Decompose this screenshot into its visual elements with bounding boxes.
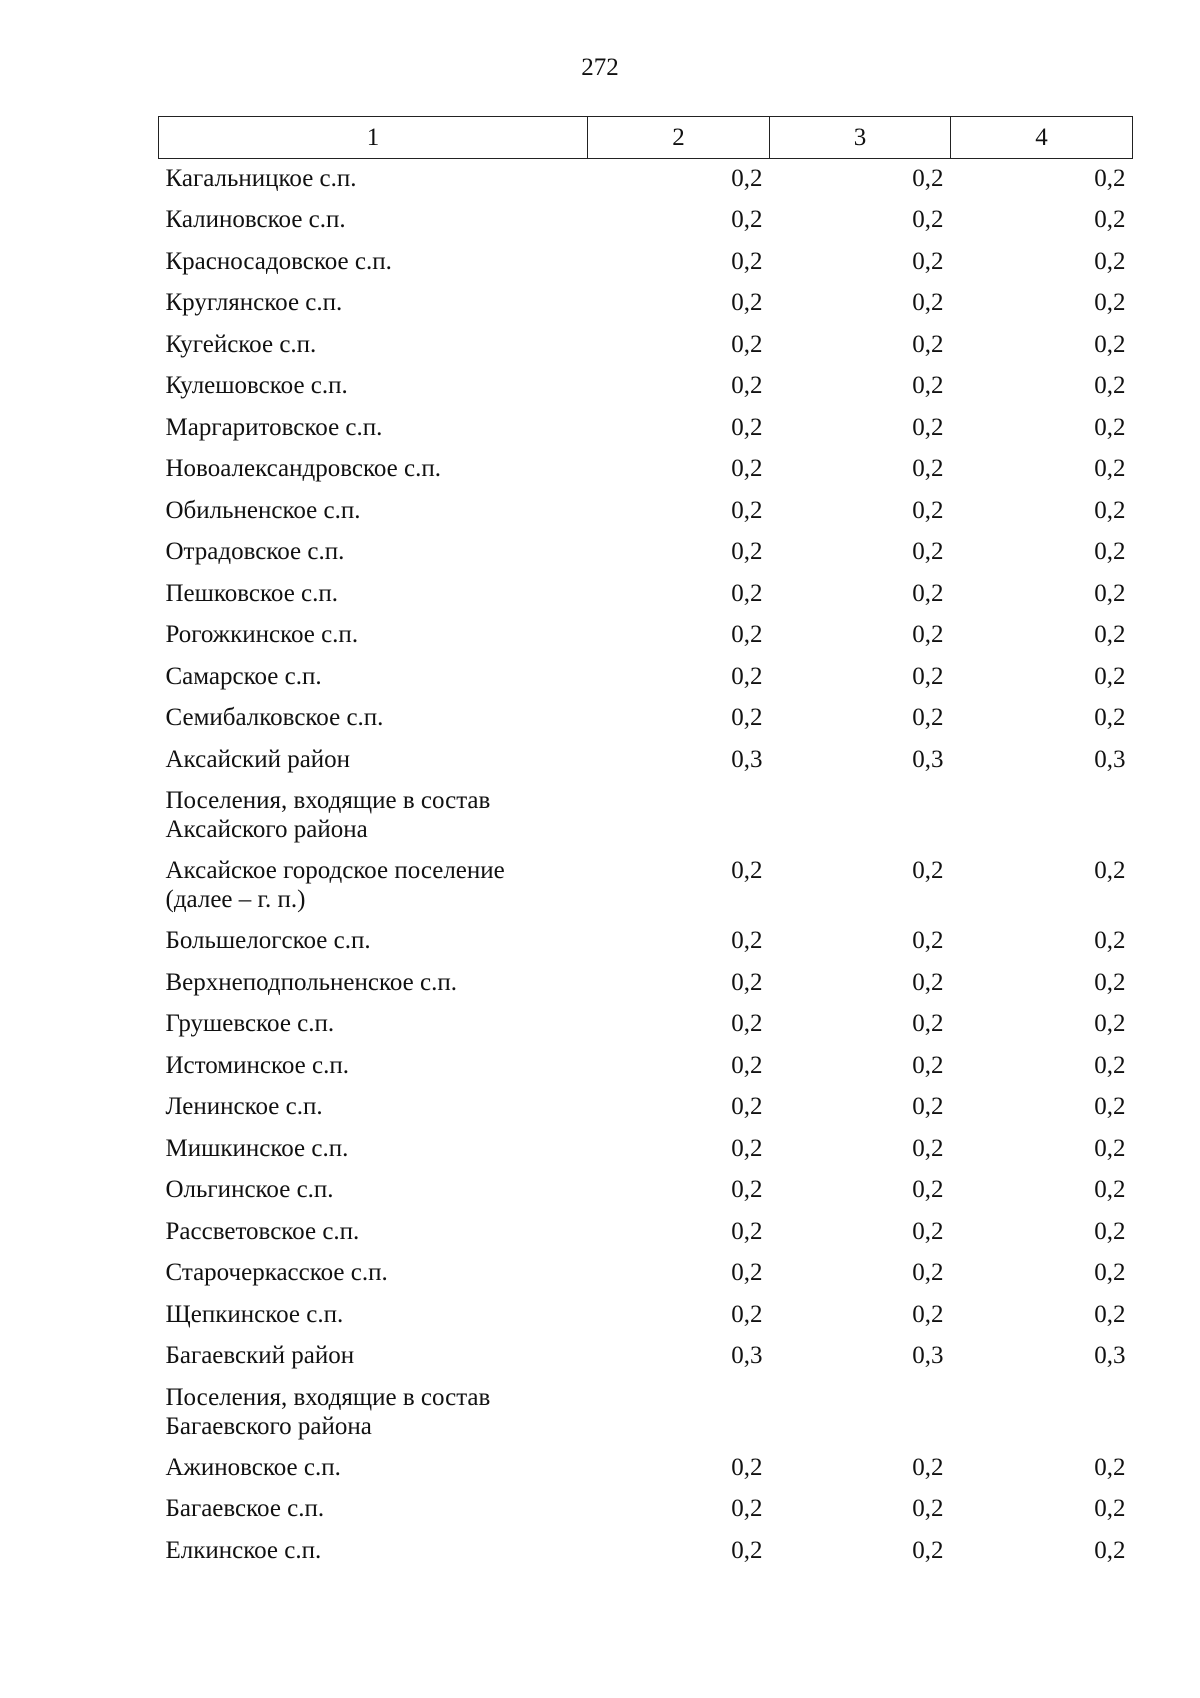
table-row (159, 200, 1133, 242)
value-cell-col-2: 0,3 (731, 1342, 763, 1369)
table-row (159, 1448, 1133, 1490)
value-cell-col-4: 0,2 (1094, 496, 1126, 524)
value-cell-col-4: 0,2 (1094, 1176, 1126, 1203)
value-cell-col-2: 0,2 (731, 496, 763, 524)
table-row (159, 1004, 1133, 1046)
table-row (159, 1295, 1133, 1337)
table-row (159, 657, 1133, 699)
value-cell-col-2: 0,2 (731, 289, 763, 316)
table-row (159, 851, 1133, 921)
table-row (159, 1336, 1133, 1378)
value-cell-col-4: 0,2 (1094, 1259, 1126, 1286)
value-cell-col-2 (588, 781, 770, 851)
value-cell-col-3: 0,2 (912, 538, 944, 565)
value-cell-col-2: 0,2 (731, 1495, 763, 1522)
settlement-name: Грушевское с.п. (165, 1010, 335, 1037)
settlement-name-cell (159, 283, 588, 325)
settlement-name-cell (159, 1336, 588, 1378)
settlement-name-cell (159, 657, 588, 699)
settlement-name-cell (159, 1046, 588, 1088)
value-cell-col-2: 0,2 (731, 1051, 763, 1079)
value-cell-col-2: 0,2 (731, 1134, 763, 1162)
settlement-name-cell (159, 1531, 588, 1573)
value-cell-col-3: 0,2 (912, 372, 944, 399)
settlement-name-cell (159, 1489, 588, 1531)
table-row (159, 740, 1133, 782)
value-cell-col-4: 0,2 (1094, 538, 1126, 565)
table-row (159, 159, 1133, 201)
value-cell-col-3: 0,2 (912, 165, 944, 192)
value-cell-col-3: 0,2 (912, 927, 944, 954)
settlement-name: Кугейское с.п. (165, 330, 317, 358)
value-cell-col-4: 0,2 (1094, 372, 1126, 399)
value-cell-col-2: 0,2 (731, 1300, 763, 1328)
value-cell-col-2: 0,2 (731, 1093, 763, 1120)
value-cell-col-3: 0,2 (912, 857, 944, 884)
settlement-name: Аксайское городское поселение (165, 857, 505, 884)
value-cell-col-4: 0,2 (1094, 621, 1126, 648)
table-header (159, 117, 1133, 159)
settlement-name-cell (159, 159, 588, 201)
value-cell-col-3: 0,2 (912, 413, 944, 441)
value-cell-col-3: 0,2 (912, 206, 944, 233)
settlement-name-cell (159, 200, 588, 242)
settlement-name: Поселения, входящие в состав (165, 1383, 491, 1411)
table-body (159, 159, 1133, 1573)
column-header-1: 1 (159, 117, 588, 159)
value-cell-col-4: 0,2 (1094, 579, 1126, 607)
value-cell-col-3: 0,2 (912, 1093, 944, 1120)
settlement-name-cell (159, 449, 588, 491)
value-cell-col-4: 0,2 (1094, 1134, 1126, 1162)
value-cell-col-2: 0,2 (731, 621, 763, 648)
value-cell-col-4: 0,2 (1094, 927, 1126, 954)
value-cell-col-3: 0,2 (912, 1300, 944, 1328)
value-cell-col-2: 0,2 (731, 662, 763, 690)
value-cell-col-2: 0,2 (731, 857, 763, 884)
value-cell-col-2: 0,2 (731, 455, 763, 482)
table-row (159, 574, 1133, 616)
table-row (159, 1046, 1133, 1088)
settlement-name-cell (159, 698, 588, 740)
value-cell-col-4: 0,3 (1094, 745, 1126, 773)
table-row (159, 408, 1133, 450)
table-row (159, 325, 1133, 367)
data-table-container (158, 116, 1132, 1572)
settlement-name: Аксайский район (165, 745, 351, 773)
value-cell-col-4: 0,2 (1094, 1051, 1126, 1079)
settlement-name-continuation: Аксайского района (165, 816, 368, 843)
table-row (159, 532, 1133, 574)
table-row (159, 1087, 1133, 1129)
settlement-name-cell (159, 1295, 588, 1337)
value-cell-col-2: 0,2 (731, 579, 763, 607)
table-row (159, 1170, 1133, 1212)
value-cell-col-2 (588, 1378, 770, 1448)
settlement-name-cell (159, 1448, 588, 1490)
value-cell-col-3: 0,2 (912, 496, 944, 524)
value-cell-col-4: 0,2 (1094, 1010, 1126, 1037)
value-cell-col-3: 0,2 (912, 1010, 944, 1037)
settlement-name-cell (159, 1087, 588, 1129)
settlement-name: Кагальницкое с.п. (165, 165, 357, 192)
value-cell-col-3: 0,2 (912, 621, 944, 648)
settlement-name-cell (159, 366, 588, 408)
value-cell-col-3: 0,2 (912, 704, 944, 731)
table-row (159, 242, 1133, 284)
settlement-name-continuation: Багаевского района (165, 1412, 372, 1440)
settlement-name: Ажиновское с.п. (165, 1453, 341, 1481)
value-cell-col-2: 0,2 (731, 247, 763, 275)
settlement-name-cell (159, 1378, 588, 1448)
value-cell-col-4: 0,3 (1094, 1342, 1126, 1369)
settlement-name-cell (159, 1004, 588, 1046)
settlement-name: Калиновское с.п. (165, 206, 346, 233)
table-header-row (159, 117, 1133, 159)
settlement-name: Пешковское с.п. (165, 579, 339, 607)
table-row (159, 781, 1133, 851)
settlement-name: Ленинское с.п. (165, 1093, 323, 1120)
settlement-name: Старочеркасское с.п. (165, 1259, 388, 1286)
settlement-name-cell (159, 408, 588, 450)
settlement-name: Красносадовское с.п. (165, 247, 392, 275)
value-cell-col-2: 0,2 (731, 413, 763, 441)
settlement-name: Поселения, входящие в состав (165, 787, 491, 814)
table-row (159, 1129, 1133, 1171)
table-row (159, 283, 1133, 325)
table-row (159, 1489, 1133, 1531)
settlement-name-cell (159, 1170, 588, 1212)
settlement-name: Ольгинское с.п. (165, 1176, 334, 1203)
value-cell-col-4: 0,2 (1094, 330, 1126, 358)
value-cell-col-3: 0,2 (912, 1495, 944, 1522)
value-cell-col-2: 0,2 (731, 372, 763, 399)
value-cell-col-3: 0,2 (912, 289, 944, 316)
value-cell-col-2: 0,2 (731, 1217, 763, 1245)
value-cell-col-4: 0,2 (1094, 206, 1126, 233)
settlement-name: Новоалександровское с.п. (165, 455, 441, 482)
value-cell-col-4: 0,2 (1094, 165, 1126, 192)
value-cell-col-4: 0,2 (1094, 413, 1126, 441)
settlement-name-cell (159, 1129, 588, 1171)
value-cell-col-3: 0,3 (912, 745, 944, 773)
value-cell-col-3: 0,2 (912, 968, 944, 996)
value-cell-col-3: 0,2 (912, 1453, 944, 1481)
value-cell-col-4: 0,2 (1094, 289, 1126, 316)
value-cell-col-3: 0,2 (912, 1259, 944, 1286)
value-cell-col-2: 0,2 (731, 968, 763, 996)
settlement-name-cell (159, 851, 588, 921)
value-cell-col-2: 0,2 (731, 1010, 763, 1037)
settlement-name-cell (159, 781, 588, 851)
settlement-name: Верхнеподпольненское с.п. (165, 968, 458, 996)
value-cell-col-2: 0,2 (731, 704, 763, 731)
settlement-name-cell (159, 242, 588, 284)
value-cell-col-3: 0,2 (912, 1217, 944, 1245)
settlement-name: Мишкинское с.п. (165, 1134, 349, 1162)
value-cell-col-3 (770, 781, 951, 851)
settlement-name-continuation: (далее – г. п.) (165, 886, 306, 913)
settlement-name: Багаевское с.п. (165, 1495, 325, 1522)
page-number: 272 (581, 54, 619, 81)
table-row (159, 491, 1133, 533)
value-cell-col-3: 0,2 (912, 579, 944, 607)
value-cell-col-4: 0,2 (1094, 1536, 1126, 1564)
table-row (159, 698, 1133, 740)
settlement-name-cell (159, 921, 588, 963)
value-cell-col-4 (951, 1378, 1133, 1448)
value-cell-col-2: 0,2 (731, 927, 763, 954)
value-cell-col-4: 0,2 (1094, 704, 1126, 731)
value-cell-col-2: 0,2 (731, 538, 763, 565)
table-row (159, 921, 1133, 963)
value-cell-col-3: 0,2 (912, 1536, 944, 1564)
value-cell-col-3: 0,2 (912, 662, 944, 690)
column-header-3: 3 (770, 117, 951, 159)
value-cell-col-4: 0,2 (1094, 662, 1126, 690)
value-cell-col-3: 0,2 (912, 330, 944, 358)
value-cell-col-3: 0,2 (912, 1051, 944, 1079)
data-table (158, 116, 1133, 1572)
table-row (159, 1212, 1133, 1254)
value-cell-col-2: 0,2 (731, 1453, 763, 1481)
settlement-name-cell (159, 325, 588, 367)
value-cell-col-2: 0,2 (731, 1176, 763, 1203)
value-cell-col-3: 0,3 (912, 1342, 944, 1369)
value-cell-col-4: 0,2 (1094, 1093, 1126, 1120)
settlement-name: Маргаритовское с.п. (165, 413, 383, 441)
settlement-name: Семибалковское с.п. (165, 704, 384, 731)
value-cell-col-4: 0,2 (1094, 247, 1126, 275)
value-cell-col-3: 0,2 (912, 455, 944, 482)
value-cell-col-4: 0,2 (1094, 1453, 1126, 1481)
settlement-name: Рогожкинское с.п. (165, 621, 359, 648)
value-cell-col-2: 0,2 (731, 1536, 763, 1564)
value-cell-col-3 (770, 1378, 951, 1448)
settlement-name: Рассветовское с.п. (165, 1217, 360, 1245)
value-cell-col-3: 0,2 (912, 1134, 944, 1162)
value-cell-col-4 (951, 781, 1133, 851)
value-cell-col-2: 0,2 (731, 330, 763, 358)
settlement-name-cell (159, 1253, 588, 1295)
value-cell-col-4: 0,2 (1094, 968, 1126, 996)
settlement-name-cell (159, 615, 588, 657)
settlement-name: Багаевский район (165, 1342, 355, 1369)
settlement-name: Щепкинское с.п. (165, 1300, 344, 1328)
table-row (159, 1531, 1133, 1573)
settlement-name-cell (159, 574, 588, 616)
value-cell-col-3: 0,2 (912, 1176, 944, 1203)
value-cell-col-4: 0,2 (1094, 1217, 1126, 1245)
value-cell-col-2: 0,2 (731, 1259, 763, 1286)
value-cell-col-4: 0,2 (1094, 1300, 1126, 1328)
value-cell-col-4: 0,2 (1094, 1495, 1126, 1522)
column-header-2: 2 (588, 117, 770, 159)
settlement-name-cell (159, 491, 588, 533)
table-row (159, 1378, 1133, 1448)
table-row (159, 449, 1133, 491)
value-cell-col-2: 0,3 (731, 745, 763, 773)
column-header-4: 4 (951, 117, 1133, 159)
value-cell-col-2: 0,2 (731, 165, 763, 192)
settlement-name: Елкинское с.п. (165, 1536, 322, 1564)
settlement-name: Большелогское с.п. (165, 927, 371, 954)
table-row (159, 963, 1133, 1005)
settlement-name: Круглянское с.п. (165, 289, 343, 316)
settlement-name: Кулешовское с.п. (165, 372, 348, 399)
value-cell-col-4: 0,2 (1094, 857, 1126, 884)
table-row (159, 615, 1133, 657)
value-cell-col-3: 0,2 (912, 247, 944, 275)
settlement-name: Истоминское с.п. (165, 1051, 349, 1079)
settlement-name-cell (159, 1212, 588, 1254)
table-row (159, 366, 1133, 408)
settlement-name: Отрадовское с.п. (165, 538, 345, 565)
settlement-name-cell (159, 740, 588, 782)
settlement-name-cell (159, 963, 588, 1005)
settlement-name: Обильненское с.п. (165, 496, 361, 524)
value-cell-col-2: 0,2 (731, 206, 763, 233)
settlement-name: Самарское с.п. (165, 662, 322, 690)
settlement-name-cell (159, 532, 588, 574)
table-row (159, 1253, 1133, 1295)
value-cell-col-4: 0,2 (1094, 455, 1126, 482)
